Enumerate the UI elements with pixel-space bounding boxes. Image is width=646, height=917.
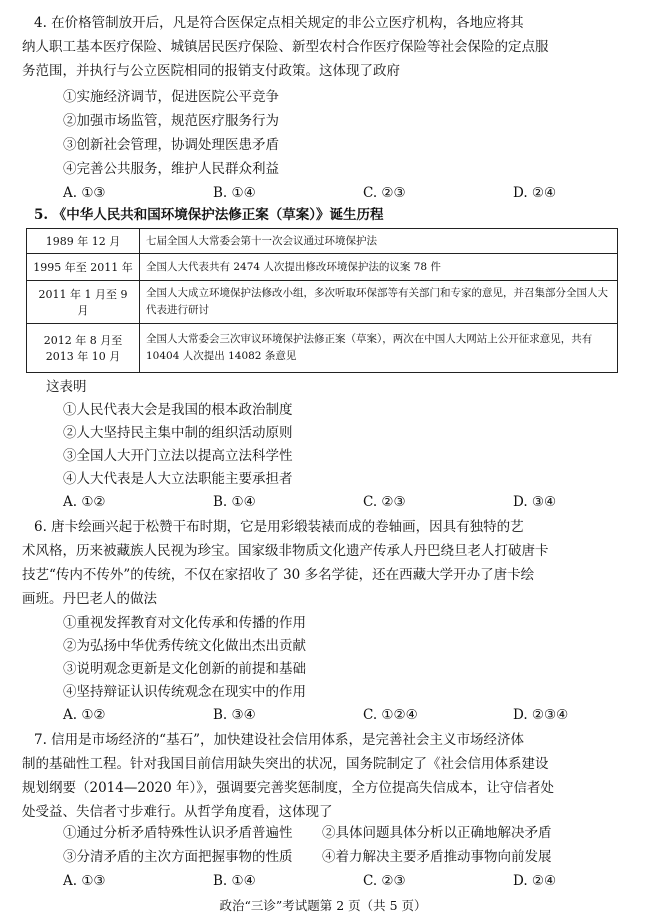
q5-choices bbox=[63, 493, 623, 511]
q6-stem-line-2: 术风格，历来被藏族人民视为珍宝。国家级非物质文化遗产传承人丹巴绕旦老人打破唐卡 bbox=[22, 543, 549, 559]
table-row bbox=[27, 324, 618, 373]
q7-option-4: ④着力解决主要矛盾推动事物向前发展 bbox=[322, 849, 552, 865]
q7-stem-line-3: 规划纲要（2014—2020 年）》，强调要完善奖惩制度，全方位提高失信成本，让守信者处 bbox=[22, 780, 555, 796]
table-period-cell: 2011 年 1 月至 9 月 bbox=[27, 281, 140, 324]
q4-choices bbox=[63, 184, 623, 202]
q7-option-1: ①通过分析矛盾特殊性认识矛盾普遍性 bbox=[63, 825, 293, 841]
q4-option-3: ③创新社会管理，协调处理医患矛盾 bbox=[63, 137, 279, 153]
q7-option-3: ③分清矛盾的主次方面把握事物的性质 bbox=[63, 849, 293, 865]
q7-choice-d: D. ②④ bbox=[513, 873, 557, 889]
q7-stem-line-2: 制的基础性工程。针对我国目前信用缺失突出的状况，国务院制定了《社会信用体系建设 bbox=[22, 756, 549, 772]
q4-choice-d: D. ②④ bbox=[513, 185, 557, 201]
q5-option-2: ②人大坚持民主集中制的组织活动原则 bbox=[63, 425, 293, 441]
q6-stem-line-3: 技艺“传内不传外”的传统，不仅在家招收了 30 多名学徒，还在西藏大学开办了唐卡绘 bbox=[22, 567, 535, 583]
q4-stem-line-1: 4. 在价格管制放开后，凡是符合医保定点相关规定的非公立医疗机构，各地应将其 bbox=[34, 15, 524, 31]
q6-choice-b: B. ③④ bbox=[213, 707, 256, 723]
q4-choice-b: B. ①④ bbox=[213, 185, 256, 201]
q4-stem-line-3: 务范围，并执行与公立医院相同的报销支付政策。这体现了政府 bbox=[22, 63, 400, 79]
q4-option-4: ④完善公共服务，维护人民群众利益 bbox=[63, 161, 279, 177]
q7-choice-b: B. ①④ bbox=[213, 873, 256, 889]
page-footer: 政治“三诊”考试题第 2 页（共 5 页） bbox=[219, 898, 427, 913]
q5-option-3: ③全国人大开门立法以提高立法科学性 bbox=[63, 448, 293, 464]
q6-stem-line-4: 画班。丹巴老人的做法 bbox=[22, 591, 157, 607]
q7-stem-line-1: 7. 信用是市场经济的“基石”，加快建设社会信用体系，是完善社会主义市场经济体 bbox=[34, 732, 524, 748]
q7-option-2: ②具体问题具体分析以正确地解决矛盾 bbox=[322, 825, 552, 841]
table-period-cell: 1989 年 12 月 bbox=[27, 229, 140, 254]
table-period-cell: 2012 年 8 月至 2013 年 10 月 bbox=[27, 324, 140, 373]
q6-choice-c: C. ①②④ bbox=[363, 707, 418, 723]
table-event-cell: 七届全国人大常委会第十一次会议通过环境保护法 bbox=[140, 229, 618, 254]
table-event-cell: 全国人大代表共有 2474 人次提出修改环境保护法的议案 78 件 bbox=[140, 254, 618, 281]
q4-option-2: ②加强市场监管，规范医疗服务行为 bbox=[63, 113, 279, 129]
q6-choices bbox=[63, 706, 623, 724]
q5-choice-b: B. ①④ bbox=[213, 494, 256, 510]
q6-option-3: ③说明观念更新是文化创新的前提和基础 bbox=[63, 661, 306, 677]
q4-choice-a: A. ①③ bbox=[63, 185, 106, 201]
table-event-cell: 全国人大成立环境保护法修改小组，多次听取环保部等有关部门和专家的意见，并召集部分全国人大代表进行研讨 bbox=[140, 281, 618, 324]
table-period-cell: 1995 年至 2011 年 bbox=[27, 254, 140, 281]
q6-choice-d: D. ②③④ bbox=[513, 707, 569, 723]
q5-choice-d: D. ③④ bbox=[513, 494, 557, 510]
q5-title: 5. 《中华人民共和国环境保护法修正案（草案）》诞生历程 bbox=[34, 207, 384, 223]
q5-choice-a: A. ①② bbox=[63, 494, 106, 510]
q6-option-4: ④坚持辩证认识传统观念在现实中的作用 bbox=[63, 684, 306, 700]
table-row bbox=[27, 254, 618, 281]
q5-option-1: ①人民代表大会是我国的根本政治制度 bbox=[63, 402, 293, 418]
q7-choice-a: A. ①③ bbox=[63, 873, 106, 889]
q6-option-2: ②为弘扬中华优秀传统文化做出杰出贡献 bbox=[63, 638, 306, 654]
q5-option-4: ④人大代表是人大立法职能主要承担者 bbox=[63, 471, 293, 487]
q5-choice-c: C. ②③ bbox=[363, 494, 406, 510]
q5-lead: 这表明 bbox=[46, 379, 87, 395]
q6-option-1: ①重视发挥教育对文化传承和传播的作用 bbox=[63, 615, 306, 631]
q7-stem-line-4: 处受益、失信者寸步难行。从哲学角度看，这体现了 bbox=[22, 804, 333, 820]
q4-option-1: ①实施经济调节，促进医院公平竞争 bbox=[63, 89, 279, 105]
table-row bbox=[27, 281, 618, 324]
q7-choice-c: C. ②③ bbox=[363, 873, 406, 889]
table-row bbox=[27, 229, 618, 254]
q4-choice-c: C. ②③ bbox=[363, 185, 406, 201]
table-event-cell: 全国人大常委会三次审议环境保护法修正案（草案），两次在中国人大网站上公开征求意见，共有 10404 人次提出 14082 条意见 bbox=[140, 324, 618, 373]
q6-choice-a: A. ①② bbox=[63, 707, 106, 723]
q7-choices bbox=[63, 872, 623, 890]
q6-stem-line-1: 6. 唐卡绘画兴起于松赞干布时期，它是用彩缎装裱而成的卷轴画，因具有独特的艺 bbox=[34, 519, 524, 535]
q5-history-table bbox=[26, 228, 618, 373]
q4-stem-line-2: 纳人职工基本医疗保险、城镇居民医疗保险、新型农村合作医疗保险等社会保险的定点服 bbox=[22, 39, 549, 55]
